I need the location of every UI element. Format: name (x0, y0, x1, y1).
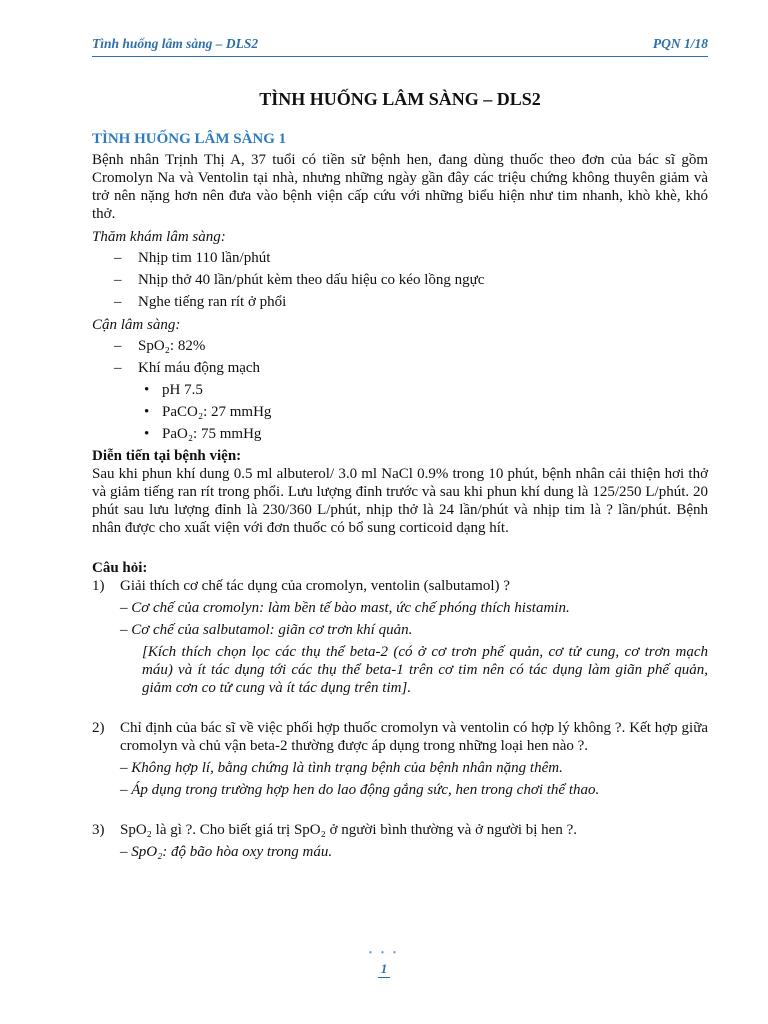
answer-line: – Cơ chế của cromolyn: làm bền tế bào mast, ức chế phóng thích histamin. (120, 600, 570, 616)
list-item: – Nghe tiếng ran rít ở phổi (92, 293, 708, 311)
case-title: TÌNH HUỐNG LÂM SÀNG 1 (92, 131, 287, 147)
page-footer (0, 948, 768, 978)
question-1: 1) Giải thích cơ chế tác dụng của cromolyn, ventolin (salbutamol) ? (92, 578, 510, 594)
list-item: – Nhịp tim 110 lần/phút (92, 249, 708, 267)
question-2: 2) Chỉ định của bác sĩ về việc phối hợp thuốc cromolyn và ventolin có hợp lý không ?. Kết hợp giữa cromolyn và chủ vận beta-2 thường được áp dụng trong những loại hen nào ?. (92, 720, 708, 754)
list-item: • pH 7.5 (92, 381, 708, 399)
answer-line: – Áp dụng trong trường hợp hen do lao động gắng sức, hen trong chơi thể thao. (120, 782, 600, 798)
progress-text: Sau khi phun khí dung 0.5 ml albuterol/ 3.0 ml NaCl 0.9% trong 10 phút, bệnh nhân cải thiện hơi thở và giảm tiếng ran rít trong phổi. Lưu lượng đỉnh trước và sau khi phun khí dung là 125/250 L/phút. 20 phút sau lưu lượng đỉnh là 230/360 L/phút, nhịp thở là 24 lần/phút và nhịp tim là ? lần/phút. Bệnh nhân được cho xuất viện với đơn thuốc có bổ sung corticoid dạng hít. (92, 466, 708, 536)
lab-label: Cận lâm sàng: (92, 317, 181, 333)
footer-dots: • • • (368, 948, 400, 959)
document-title: TÌNH HUỐNG LÂM SÀNG – DLS2 (259, 89, 541, 109)
header-page-code: PQN 1/18 (652, 36, 708, 51)
progress-label: Diễn tiến tại bệnh viện: (92, 448, 242, 464)
header-title: Tình huống lâm sàng – DLS2 (92, 36, 259, 51)
blood-gas-list (92, 381, 708, 443)
list-item: – SpO₂: 82% (92, 337, 708, 355)
answer-line: – Không hợp lí, bằng chứng là tình trạng bệnh của bệnh nhân nặng thêm. (120, 760, 563, 776)
question-3: 3) SpO₂ là gì ?. Cho biết giá trị SpO₂ ở người bình thường và ở người bị hen ?. (92, 822, 577, 838)
list-item: – Khí máu động mạch (92, 359, 708, 377)
answer-line: – Cơ chế của salbutamol: giãn cơ trơn khí quản. (120, 622, 413, 638)
list-item: • PaO₂: 75 mmHg (92, 425, 708, 443)
lab-list (92, 337, 708, 377)
answer-line: – SpO₂: độ bão hòa oxy trong máu. (120, 844, 333, 860)
answer-detail: [Kích thích chọn lọc các thụ thể beta-2 (có ở cơ trơn phế quản, cơ tử cung, cơ trơn mạch máu) và ít tác dụng tới các thụ thể beta-1 trên cơ tim nên có tác dụng làm giãn phế quản, giảm cơn co tử cung và ít tác dụng trên tim]. (142, 644, 708, 696)
case-intro: Bệnh nhân Trịnh Thị A, 37 tuổi có tiền sử bệnh hen, đang dùng thuốc theo đơn của bác sĩ gồm Cromolyn Na và Ventolin tại nhà, nhưng những ngày gần đây các triệu chứng không thuyên giảm và trở nên nặng hơn nên đưa vào bệnh viện cấp cứu với những biểu hiện như tim nhanh, khò khè, khó thở. (92, 152, 708, 222)
exam-list (92, 249, 708, 311)
list-item: – Nhịp thở 40 lần/phút kèm theo dấu hiệu co kéo lồng ngực (92, 271, 708, 289)
list-item: • PaCO₂: 27 mmHg (92, 403, 708, 421)
document-body (92, 90, 708, 861)
exam-label: Thăm khám lâm sàng: (92, 229, 226, 245)
questions-label: Câu hỏi: (92, 560, 148, 576)
page-number: 1 (378, 961, 391, 978)
page-header (92, 34, 708, 57)
